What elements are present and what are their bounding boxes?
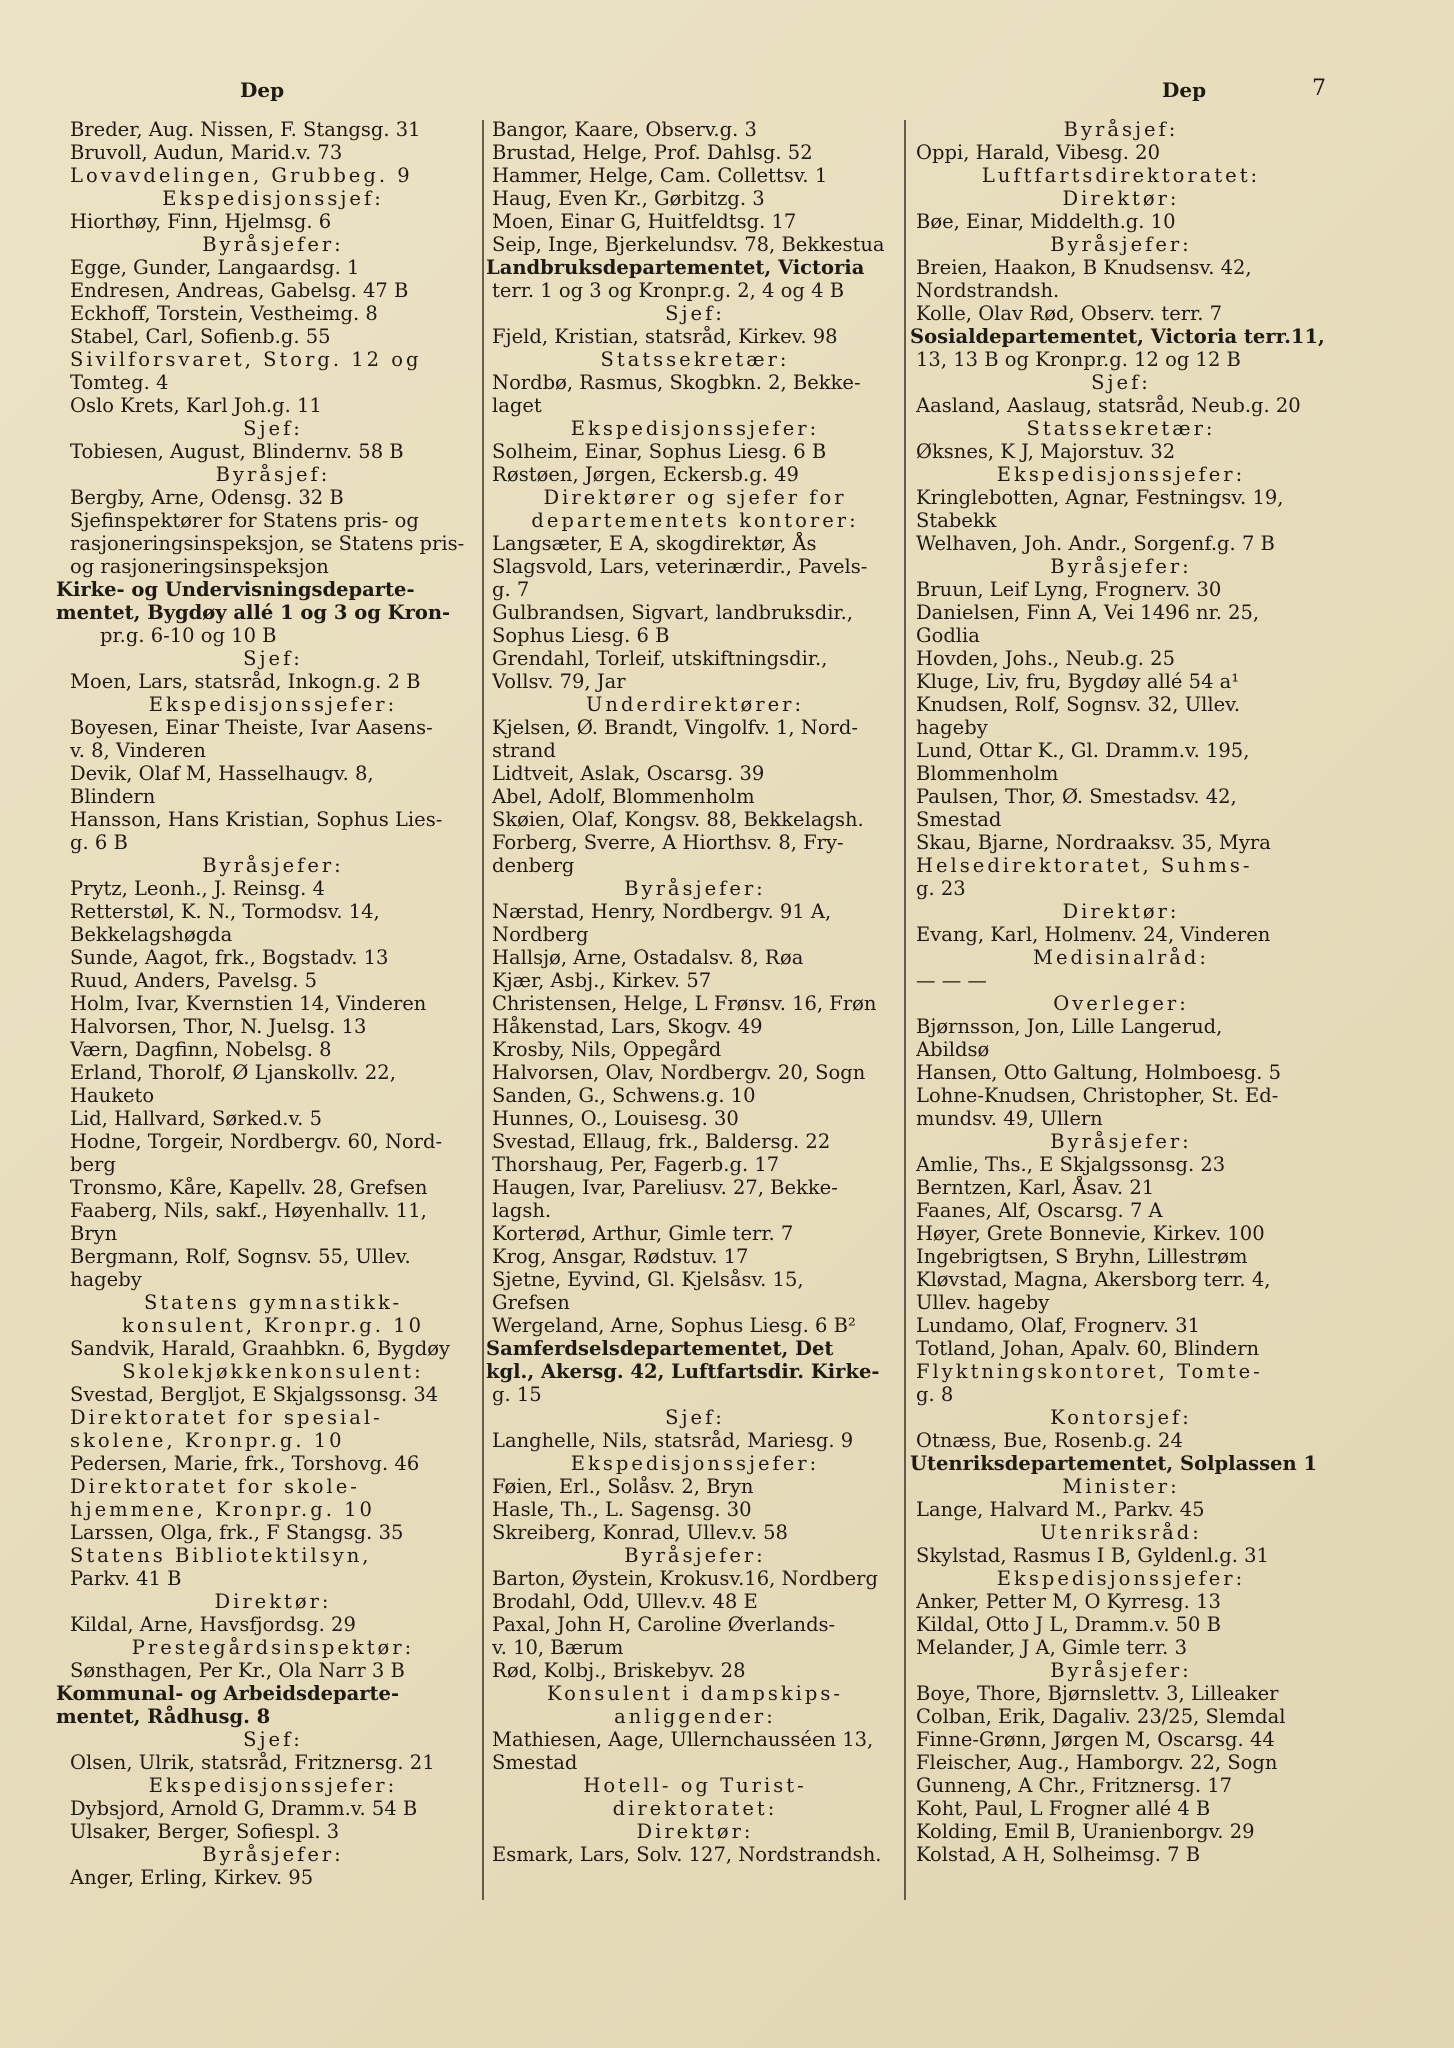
directory-line: Nordstrandsh. (916, 279, 1060, 302)
directory-line: g. 15 (492, 1383, 542, 1406)
directory-line: Faanes, Alf, Oscarsg. 7 A (916, 1199, 1163, 1222)
directory-line: Kluge, Liv, fru, Bygdøy allé 54 a¹ (916, 670, 1240, 693)
directory-line: Kjelsen, Ø. Brandt, Vingolfv. 1, Nord- (492, 716, 858, 739)
directory-line: Nordberg (492, 923, 589, 946)
directory-line: Ulsaker, Berger, Sofiespl. 3 (70, 1820, 340, 1843)
directory-line: Paulsen, Thor, Ø. Smestadsv. 42, (916, 785, 1237, 808)
directory-line: Hammer, Helge, Cam. Collettsv. 1 (492, 164, 828, 187)
directory-line: Svestad, Bergljot, E Skjalgssonsg. 34 (70, 1383, 439, 1406)
directory-line: Kolle, Olav Rød, Observ. terr. 7 (916, 302, 1223, 325)
column-divider-1 (482, 120, 484, 1900)
section-heading: Ekspedisjonssjef: (162, 187, 384, 210)
directory-line: Moen, Einar G, Huitfeldtsg. 17 (492, 210, 797, 233)
office-heading: Direktoratet for skole- (70, 1475, 360, 1498)
directory-line: pr.g. 6-10 og 10 B (100, 624, 277, 647)
directory-line: Seip, Inge, Bjerkelundsv. 78, Bekkestua (492, 233, 885, 256)
directory-line: Totland, Johan, Apalv. 60, Blindern (916, 1337, 1260, 1360)
directory-line: berg (70, 1153, 116, 1176)
directory-line: Moen, Lars, statsråd, Inkogn.g. 2 B (70, 670, 421, 693)
directory-line: Værn, Dagfinn, Nobelsg. 8 (70, 1038, 332, 1061)
section-heading: Byråsjefer: (624, 1544, 766, 1567)
directory-line: Aasland, Aaslaug, statsråd, Neub.g. 20 (916, 394, 1301, 417)
running-header-left: Dep (240, 78, 285, 102)
directory-line: Blindern (70, 785, 156, 808)
directory-line: Sjetne, Eyvind, Gl. Kjelsåsv. 15, (492, 1268, 804, 1291)
section-heading: Ekspedisjonssjefer: (996, 463, 1246, 486)
directory-line: Smestad (492, 1751, 578, 1774)
section-heading: Direktører og sjefer for (543, 486, 847, 509)
section-heading: Ekspedisjonssjefer: (148, 1774, 398, 1797)
department-heading: mentet, Bygdøy allé 1 og 3 og Kron- (56, 601, 451, 624)
directory-line: Lid, Hallvard, Sørked.v. 5 (70, 1107, 322, 1130)
directory-line: Colban, Erik, Dagaliv. 23/25, Slemdal (916, 1705, 1286, 1728)
directory-line: Langhelle, Nils, statsråd, Mariesg. 9 (492, 1429, 854, 1452)
directory-line: laget (492, 394, 542, 417)
directory-line: Håkenstad, Lars, Skogv. 49 (492, 1015, 763, 1038)
directory-line: Lund, Ottar K., Gl. Dramm.v. 195, (916, 739, 1250, 762)
directory-line: Abildsø (916, 1038, 990, 1061)
section-heading: Overleger: (1053, 992, 1189, 1015)
directory-line: Oslo Krets, Karl Joh.g. 11 (70, 394, 322, 417)
directory-line: Sandvik, Harald, Graahbkn. 6, Bygdøy (70, 1337, 451, 1360)
directory-line: og rasjoneringsinspeksjon (70, 555, 329, 578)
section-heading: Sjef: (665, 302, 725, 325)
directory-line: Hunnes, O., Louisesg. 30 (492, 1107, 739, 1130)
directory-line: Abel, Adolf, Blommenholm (492, 785, 755, 808)
directory-line: Breder, Aug. Nissen, F. Stangsg. 31 (70, 118, 421, 141)
directory-line: Amlie, Ths., E Skjalgssonsg. 23 (916, 1153, 1226, 1176)
directory-line: Krosby, Nils, Oppegård (492, 1038, 722, 1061)
section-heading: Sjef: (665, 1406, 725, 1429)
directory-line: Høyer, Grete Bonnevie, Kirkev. 100 (916, 1222, 1265, 1245)
section-heading: Kontorsjef: (1050, 1406, 1192, 1429)
directory-line: Gunneng, A Chr., Fritznersg. 17 (916, 1774, 1233, 1797)
directory-line: 13, 13 B og Kronpr.g. 12 og 12 B (916, 348, 1241, 371)
directory-line: hageby (70, 1268, 142, 1291)
directory-line: Faaberg, Nils, sakf., Høyenhallv. 11, (70, 1199, 427, 1222)
directory-line: Hallsjø, Arne, Ostadalsv. 8, Røa (492, 946, 804, 969)
directory-line: Paxal, John H, Caroline Øverlands- (492, 1613, 836, 1636)
directory-line: Retterstøl, K. N., Tormodsv. 14, (70, 900, 380, 923)
office-heading: Flyktningskontoret, Tomte- (916, 1360, 1263, 1383)
directory-line: strand (492, 739, 556, 762)
directory-line: Tobiesen, August, Blindernv. 58 B (70, 440, 404, 463)
directory-line: terr. 1 og 3 og Kronpr.g. 2, 4 og 4 B (492, 279, 845, 302)
directory-line: Langsæter, E A, skogdirektør, Ås (492, 532, 817, 555)
directory-line: Haug, Even Kr., Gørbitzg. 3 (492, 187, 765, 210)
directory-line: Hansen, Otto Galtung, Holmboesg. 5 (916, 1061, 1282, 1084)
directory-line: Røstøen, Jørgen, Eckersb.g. 49 (492, 463, 799, 486)
department-heading: kgl., Akersg. 42, Luftfartsdir. Kirke- (486, 1360, 880, 1383)
directory-line: v. 10, Bærum (492, 1636, 624, 1659)
directory-line: Ullev. hageby (916, 1291, 1050, 1314)
directory-line: g. 23 (916, 877, 966, 900)
directory-line: Kløvstad, Magna, Akersborg terr. 4, (916, 1268, 1271, 1291)
directory-line: Otnæss, Bue, Rosenb.g. 24 (916, 1429, 1183, 1452)
directory-line: Hodne, Torgeir, Nordbergv. 60, Nord- (70, 1130, 443, 1153)
section-heading: Byråsjefer: (624, 877, 766, 900)
directory-line: Bruvoll, Audun, Marid.v. 73 (70, 141, 343, 164)
section-heading: Luftfartsdirektoratet: (981, 164, 1261, 187)
section-heading: Direktør: (1062, 900, 1180, 923)
directory-line: Thorshaug, Per, Fagerb.g. 17 (492, 1153, 780, 1176)
directory-line: Sjefinspektører for Statens pris- og (70, 509, 419, 532)
directory-line: rasjoneringsinspeksjon, se Statens pris- (70, 532, 465, 555)
directory-line: Evang, Karl, Holmenv. 24, Vinderen (916, 923, 1271, 946)
directory-line: Devik, Olaf M, Hasselhaugv. 8, (70, 762, 374, 785)
directory-line: Erland, Thorolf, Ø Ljanskollv. 22, (70, 1061, 396, 1084)
directory-line: Ruud, Anders, Pavelsg. 5 (70, 969, 318, 992)
directory-line: Halvorsen, Olav, Nordbergv. 20, Sogn (492, 1061, 866, 1084)
section-heading: Byråsjef: (215, 463, 331, 486)
office-heading: hjemmene, Kronpr.g. 10 (70, 1498, 375, 1521)
section-heading: Skolekjøkkenkonsulent: (122, 1360, 424, 1383)
directory-line: g. 6 B (70, 831, 128, 854)
section-heading: Statssekretær: (1026, 417, 1216, 440)
section-heading: Sjef: (243, 1728, 303, 1751)
directory-line: Øksnes, K J, Majorstuv. 32 (916, 440, 1176, 463)
directory-line: Koht, Paul, L Frogner allé 4 B (916, 1797, 1211, 1820)
section-heading: Sjef: (243, 647, 303, 670)
section-heading: Ekspedisjonssjefer: (148, 693, 398, 716)
directory-line: Blommenholm (916, 762, 1059, 785)
directory-line: Korterød, Arthur, Gimle terr. 7 (492, 1222, 794, 1245)
directory-line: Gulbrandsen, Sigvart, landbruksdir., (492, 601, 854, 624)
directory-line: Larssen, Olga, frk., F Stangsg. 35 (70, 1521, 404, 1544)
directory-line: Lange, Halvard M., Parkv. 45 (916, 1498, 1205, 1521)
section-heading: Direktør: (214, 1590, 332, 1613)
directory-line: Sønsthagen, Per Kr., Ola Narr 3 B (70, 1659, 405, 1682)
directory-line: lagsh. (492, 1199, 552, 1222)
directory-line: Sanden, G., Schwens.g. 10 (492, 1084, 756, 1107)
directory-line: Hiorthøy, Finn, Hjelmsg. 6 (70, 210, 332, 233)
directory-line: Tronsmo, Kåre, Kapellv. 28, Grefsen (70, 1176, 428, 1199)
directory-line: Kringlebotten, Agnar, Festningsv. 19, (916, 486, 1284, 509)
section-heading: Direktør: (1062, 187, 1180, 210)
department-heading: Kommunal- og Arbeidsdeparte- (56, 1682, 400, 1705)
directory-line: Kolstad, A H, Solheimsg. 7 B (916, 1843, 1201, 1866)
directory-line: Barton, Øystein, Krokusv.16, Nordberg (492, 1567, 878, 1590)
directory-line: Forberg, Sverre, A Hiorthsv. 8, Fry- (492, 831, 844, 854)
directory-line: Skylstad, Rasmus I B, Gyldenl.g. 31 (916, 1544, 1269, 1567)
directory-line: Knudsen, Rolf, Sognsv. 32, Ullev. (916, 693, 1241, 716)
directory-line: Brustad, Helge, Prof. Dahlsg. 52 (492, 141, 813, 164)
directory-line: Bergby, Arne, Odensg. 32 B (70, 486, 344, 509)
directory-line: Lohne-Knudsen, Christopher, St. Ed- (916, 1084, 1279, 1107)
directory-line: Mathiesen, Aage, Ullernchausséen 13, (492, 1728, 874, 1751)
section-heading: Ekspedisjonssjefer: (996, 1567, 1246, 1590)
directory-line: Finne-Grønn, Jørgen M, Oscarsg. 44 (916, 1728, 1275, 1751)
section-heading: Konsulent i dampskips- (547, 1682, 843, 1705)
department-heading: Utenriksdepartementet, Solplassen 1 (910, 1452, 1318, 1475)
section-heading: Utenriksråd: (1040, 1521, 1202, 1544)
section-heading: Byråsjefer: (1050, 233, 1192, 256)
running-header-right: Dep (1162, 78, 1207, 102)
directory-line: Parkv. 41 B (70, 1567, 182, 1590)
section-heading: Hotell- og Turist- (583, 1774, 807, 1797)
section-heading: Prestegårdsinspektør: (131, 1636, 415, 1659)
department-heading: Landbruksdepartementet, Victoria (486, 256, 865, 279)
section-heading: Byråsjefer: (1050, 555, 1192, 578)
directory-line: Bangor, Kaare, Observ.g. 3 (492, 118, 757, 141)
directory-line: Solheim, Einar, Sophus Liesg. 6 B (492, 440, 827, 463)
directory-line: Danielsen, Finn A, Vei 1496 nr. 25, (916, 601, 1260, 624)
section-heading: Byråsjefer: (1050, 1659, 1192, 1682)
directory-line: Anger, Erling, Kirkev. 95 (70, 1866, 314, 1889)
directory-line: Oppi, Harald, Vibesg. 20 (916, 141, 1160, 164)
directory-line: Anker, Petter M, O Kyrresg. 13 (916, 1590, 1221, 1613)
office-heading: Lovavdelingen, Grubbeg. 9 (70, 164, 413, 187)
directory-line: Breien, Haakon, B Knudsensv. 42, (916, 256, 1252, 279)
office-heading: Statens Bibliotektilsyn, (70, 1544, 372, 1567)
office-heading: Sivilforsvaret, Storg. 12 og (70, 348, 422, 371)
directory-line: Kildal, Arne, Havsfjordsg. 29 (70, 1613, 356, 1636)
directory-line: Kolding, Emil B, Uranienborgv. 29 (916, 1820, 1255, 1843)
directory-line: v. 8, Vinderen (70, 739, 206, 762)
department-heading: Samferdselsdepartementet, Det (486, 1337, 834, 1360)
directory-line: Bruun, Leif Lyng, Frognerv. 30 (916, 578, 1222, 601)
directory-line: Fleischer, Aug., Hamborgv. 22, Sogn (916, 1751, 1278, 1774)
directory-line: Stabekk (916, 509, 997, 532)
office-heading: Helsedirektoratet, Suhms- (916, 854, 1253, 877)
page-number: 7 (1312, 76, 1326, 101)
directory-line: Welhaven, Joh. Andr., Sorgenf.g. 7 B (916, 532, 1275, 555)
directory-line: Sunde, Aagot, frk., Bogstadv. 13 (70, 946, 389, 969)
directory-line: Skreiberg, Konrad, Ullev.v. 58 (492, 1521, 788, 1544)
column-divider-2 (904, 120, 906, 1900)
directory-line: Krog, Ansgar, Rødstuv. 17 (492, 1245, 749, 1268)
directory-line: Lundamo, Olaf, Frognerv. 31 (916, 1314, 1200, 1337)
directory-line: Nærstad, Henry, Nordbergv. 91 A, (492, 900, 832, 923)
directory-line: mundsv. 49, Ullern (916, 1107, 1103, 1130)
directory-line: g. 8 (916, 1383, 954, 1406)
directory-line: Bøe, Einar, Middelth.g. 10 (916, 210, 1176, 233)
department-heading: Sosialdepartementet, Victoria terr.11, (910, 325, 1325, 348)
department-heading: Kirke- og Undervisningsdeparte- (56, 578, 415, 601)
directory-line: Holm, Ivar, Kvernstien 14, Vinderen (70, 992, 427, 1015)
directory-line: Føien, Erl., Solåsv. 2, Bryn (492, 1475, 754, 1498)
directory-line: Wergeland, Arne, Sophus Liesg. 6 B² (492, 1314, 856, 1337)
directory-line: Sophus Liesg. 6 B (492, 624, 670, 647)
directory-line: Ingebrigtsen, S Bryhn, Lillestrøm (916, 1245, 1248, 1268)
directory-line: Hauketo (70, 1084, 155, 1107)
directory-line: Svestad, Ellaug, frk., Baldersg. 22 (492, 1130, 831, 1153)
directory-line: Olsen, Ulrik, statsråd, Fritznersg. 21 (70, 1751, 435, 1774)
section-heading: departementets kontorer: (531, 509, 859, 532)
section-heading: Minister: (1062, 1475, 1180, 1498)
directory-line: Godlia (916, 624, 980, 647)
section-heading: Byråsjefer: (1050, 1130, 1192, 1153)
directory-line: Vollsv. 79, Jar (492, 670, 626, 693)
office-heading: skolene, Kronpr.g. 10 (70, 1429, 345, 1452)
section-heading: Underdirektører: (585, 693, 805, 716)
directory-line: denberg (492, 854, 575, 877)
directory-line: Kildal, Otto J L, Dramm.v. 50 B (916, 1613, 1221, 1636)
directory-line: Slagsvold, Lars, veterinærdir., Pavels- (492, 555, 868, 578)
directory-line: Skøien, Olaf, Kongsv. 88, Bekkelagsh. (492, 808, 864, 831)
directory-line: Hansson, Hans Kristian, Sophus Lies- (70, 808, 443, 831)
directory-line: g. 7 (492, 578, 530, 601)
directory-line: Brodahl, Odd, Ullev.v. 48 E (492, 1590, 758, 1613)
directory-line: Bryn (70, 1222, 118, 1245)
column-2 (486, 118, 898, 1866)
directory-line: Berntzen, Karl, Åsav. 21 (916, 1176, 1155, 1199)
directory-line: Grendahl, Torleif, utskiftningsdir., (492, 647, 828, 670)
section-heading: Direktør: (636, 1820, 754, 1843)
directory-line: Smestad (916, 808, 1002, 831)
section-heading: Statssekretær: (600, 348, 790, 371)
directory-line: Boye, Thore, Bjørnslettv. 3, Lilleaker (916, 1682, 1279, 1705)
directory-line: Eckhoff, Torstein, Vestheimg. 8 (70, 302, 378, 325)
directory-line: Rød, Kolbj., Briskebyv. 28 (492, 1659, 746, 1682)
section-heading: Medisinalråd: (1033, 946, 1209, 969)
directory-line: Esmark, Lars, Solv. 127, Nordstrandsh. (492, 1843, 882, 1866)
directory-line: Haugen, Ivar, Pareliusv. 27, Bekke- (492, 1176, 838, 1199)
directory-line: Nordbø, Rasmus, Skogbkn. 2, Bekke- (492, 371, 861, 394)
directory-line: Egge, Gunder, Langaardsg. 1 (70, 256, 360, 279)
directory-line: Lidtveit, Aslak, Oscarsg. 39 (492, 762, 765, 785)
section-heading: direktoratet: (612, 1797, 778, 1820)
directory-line: Hasle, Th., L. Sagensg. 30 (492, 1498, 752, 1521)
directory-line: Grefsen (492, 1291, 570, 1314)
section-heading: Byråsjefer: (202, 854, 344, 877)
section-heading: anliggender: (614, 1705, 776, 1728)
section-heading: Byråsjef: (1063, 118, 1179, 141)
directory-line: hageby (916, 716, 988, 739)
section-heading: Sjef: (1091, 371, 1151, 394)
directory-line: — — — (916, 969, 987, 992)
directory-line: Prytz, Leonh., J. Reinsg. 4 (70, 877, 325, 900)
directory-line: Bjørnsson, Jon, Lille Langerud, (916, 1015, 1223, 1038)
section-heading: Ekspedisjonssjefer: (570, 417, 820, 440)
section-heading: Statens gymnastikk- (143, 1291, 403, 1314)
column-1 (56, 118, 476, 1889)
directory-line: Dybsjord, Arnold G, Dramm.v. 54 B (70, 1797, 418, 1820)
directory-line: Tomteg. 4 (70, 371, 169, 394)
directory-line: Bekkelagshøgda (70, 923, 233, 946)
directory-line: Endresen, Andreas, Gabelsg. 47 B (70, 279, 409, 302)
directory-line: Stabel, Carl, Sofienb.g. 55 (70, 325, 331, 348)
directory-line: Pedersen, Marie, frk., Torshovg. 46 (70, 1452, 420, 1475)
office-heading: Direktoratet for spesial- (70, 1406, 383, 1429)
section-heading: Sjef: (243, 417, 303, 440)
directory-line: Bergmann, Rolf, Sognsv. 55, Ullev. (70, 1245, 411, 1268)
directory-line: Melander, J A, Gimle terr. 3 (916, 1636, 1187, 1659)
directory-line: Halvorsen, Thor, N. Juelsg. 13 (70, 1015, 367, 1038)
directory-line: Skau, Bjarne, Nordraaksv. 35, Myra (916, 831, 1271, 854)
section-heading: Byråsjefer: (202, 1843, 344, 1866)
directory-line: Christensen, Helge, L Frønsv. 16, Frøn (492, 992, 877, 1015)
section-heading: konsulent, Kronpr.g. 10 (122, 1314, 424, 1337)
directory-line: Boyesen, Einar Theiste, Ivar Aasens- (70, 716, 433, 739)
section-heading: Ekspedisjonssjefer: (570, 1452, 820, 1475)
directory-line: Hovden, Johs., Neub.g. 25 (916, 647, 1175, 670)
department-heading: mentet, Rådhusg. 8 (56, 1705, 271, 1728)
directory-line: Kjær, Asbj., Kirkev. 57 (492, 969, 712, 992)
section-heading: Byråsjefer: (202, 233, 344, 256)
directory-line: Fjeld, Kristian, statsråd, Kirkev. 98 (492, 325, 838, 348)
column-3 (910, 118, 1326, 1866)
